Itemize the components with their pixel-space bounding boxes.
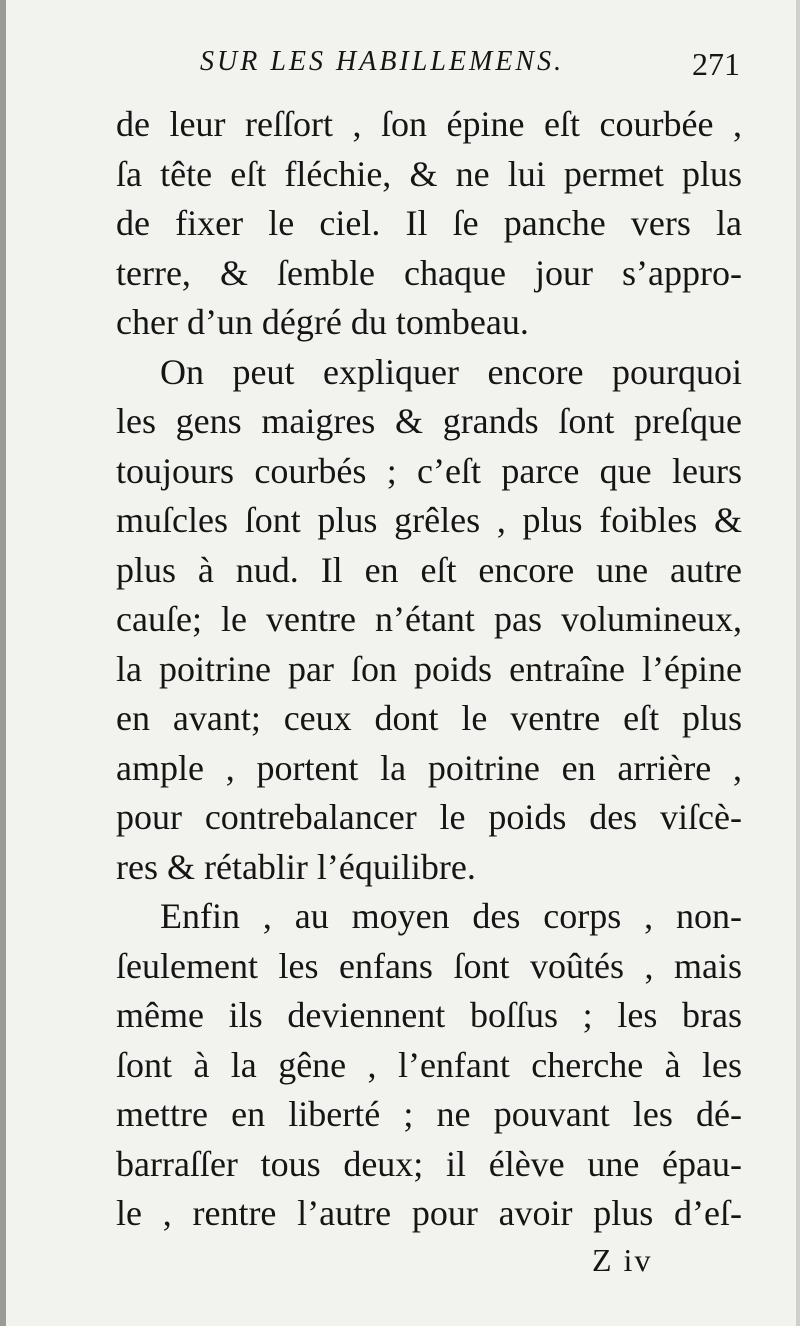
text-line: Enfin , au moyen des corps , non-	[160, 896, 742, 936]
text-line: mettre en liberté ; ne pouvant les dé-	[116, 1094, 742, 1134]
text-line: le , rentre l’autre pour avoir plus d’eſ-	[116, 1193, 742, 1233]
paragraph	[116, 348, 742, 893]
text-line: plus à nud. Il en eſt encore une autre	[116, 549, 742, 590]
body-text	[116, 100, 742, 1239]
text-line: cauſe; le ventre n’étant pas volumineux,	[116, 599, 742, 639]
text-line: en avant; ceux dont le ventre eſt plus	[116, 698, 742, 738]
text-line: ſont à la gêne , l’enfant cherche à les	[116, 1044, 742, 1085]
page-number: 271	[692, 46, 740, 82]
text-line: de leur reſſort , ſon épine eſt courbée ,	[116, 104, 742, 144]
text-line: muſcles ſont plus grêles , plus foibles &	[116, 500, 742, 540]
text-line: même ils deviennent boſſus ; les bras	[116, 995, 742, 1035]
text-line: pour contrebalancer le poids des viſcè-	[116, 797, 742, 837]
text-line: ample , portent la poitrine en arrière ,	[116, 747, 742, 788]
text-line: les gens maigres & grands ſont preſque	[116, 401, 742, 441]
text-line: cher d’un dégré du tombeau.	[116, 302, 529, 342]
text-line: res & rétablir l’équilibre.	[116, 846, 476, 887]
text-line: la poitrine par ſon poids entraîne l’épine	[116, 648, 742, 689]
running-head	[118, 46, 740, 86]
signature-mark: Z iv	[592, 1242, 653, 1278]
text-line: ſa tête eſt fléchie, & ne lui permet plus	[116, 153, 742, 194]
text-line: barraſſer tous deux; il élève une épau-	[116, 1143, 742, 1184]
text-line: toujours courbés ; c’eſt parce que leurs	[116, 450, 742, 491]
running-title: SUR LES HABILLEMENS.	[200, 46, 565, 77]
text-line: terre, & ſemble chaque jour s’appro-	[116, 252, 742, 293]
text-line: On peut expliquer encore pourquoi	[160, 351, 742, 392]
text-line: ſeulement les enfans ſont voûtés , mais	[116, 945, 742, 986]
paragraph	[116, 892, 742, 1239]
paragraph	[116, 100, 742, 348]
text-line: de fixer le ciel. Il ſe panche vers la	[116, 203, 742, 243]
